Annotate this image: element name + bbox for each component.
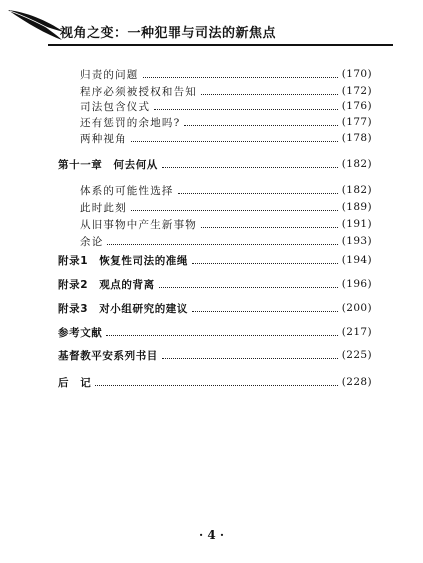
dot-leader xyxy=(178,192,338,194)
toc-chapter-entry xyxy=(58,157,372,171)
dot-leader xyxy=(192,262,338,264)
dot-leader xyxy=(162,357,338,359)
toc-entry-page: (189) xyxy=(341,201,372,213)
toc-entry xyxy=(80,234,372,248)
toc-entry-page: (178) xyxy=(341,132,372,144)
dot-leader xyxy=(131,209,338,211)
dot-leader xyxy=(143,76,338,78)
toc-entry-title: 体系的可能性选择 xyxy=(80,184,174,197)
toc-entry-page: (228) xyxy=(341,376,372,388)
dot-leader xyxy=(131,140,338,142)
dot-leader xyxy=(192,310,338,312)
toc-entry-page: (194) xyxy=(341,254,372,266)
toc-entry-page: (200) xyxy=(341,302,372,314)
header-title: 视角之变：一种犯罪与司法的新焦点 xyxy=(60,26,277,41)
toc-entry xyxy=(80,217,372,231)
toc-appendix-entry xyxy=(58,277,372,291)
toc-entry-page: (177) xyxy=(341,116,372,128)
toc-entry-title: 附录2 观点的背离 xyxy=(58,278,155,291)
toc-entry-page: (176) xyxy=(341,100,372,112)
dot-leader xyxy=(162,166,338,168)
dot-leader xyxy=(154,108,338,110)
toc-entry-title: 还有惩罚的余地吗? xyxy=(80,116,181,129)
toc-entry xyxy=(80,115,372,129)
toc-entry-page: (225) xyxy=(341,349,372,361)
toc-entry-title: 附录3 对小组研究的建议 xyxy=(58,302,189,315)
dot-leader xyxy=(107,243,337,245)
toc-entry-page: (191) xyxy=(341,218,372,230)
toc-entry-title: 余论 xyxy=(80,235,104,248)
toc-entry xyxy=(80,131,372,145)
toc-entry xyxy=(80,200,372,214)
toc-entry-title: 此时此刻 xyxy=(80,201,127,214)
toc-appendix-entry xyxy=(58,301,372,315)
toc-entry xyxy=(80,84,372,98)
toc-entry-page: (182) xyxy=(341,158,372,170)
toc-appendix-entry xyxy=(58,253,372,267)
toc-entry xyxy=(80,183,372,197)
toc-references-entry xyxy=(58,325,372,339)
page-number: · 4 · xyxy=(198,528,225,542)
dot-leader xyxy=(159,286,338,288)
dot-leader xyxy=(106,334,337,336)
dot-leader xyxy=(201,226,338,228)
toc-entry-title: 归责的问题 xyxy=(80,68,139,81)
toc-series-entry xyxy=(58,348,372,362)
toc-entry-title: 后 记 xyxy=(58,376,92,389)
toc-entry-title: 基督教平安系列书目 xyxy=(58,349,158,362)
dot-leader xyxy=(201,93,338,95)
toc-entry-page: (193) xyxy=(341,235,372,247)
toc-entry-page: (182) xyxy=(341,184,372,196)
dot-leader xyxy=(95,384,337,386)
toc-entry-page: (196) xyxy=(341,278,372,290)
toc-entry-title: 参考文献 xyxy=(58,326,103,339)
toc-entry-page: (217) xyxy=(341,326,372,338)
toc-entry-page: (170) xyxy=(341,68,372,80)
toc-entry-title: 从旧事物中产生新事物 xyxy=(80,218,197,231)
toc-entry-title: 附录1 恢复性司法的准绳 xyxy=(58,254,189,267)
dot-leader xyxy=(184,124,337,126)
toc-entry-title: 第十一章 何去何从 xyxy=(58,158,158,171)
toc-entry xyxy=(80,99,372,113)
toc-entry-title: 司法包含仪式 xyxy=(80,100,151,113)
toc-afterword-entry xyxy=(58,375,372,389)
toc-entry xyxy=(80,67,372,81)
toc-entry-title: 两种视角 xyxy=(80,132,127,145)
toc-entry-page: (172) xyxy=(341,85,372,97)
toc-entry-title: 程序必须被授权和告知 xyxy=(80,85,197,98)
